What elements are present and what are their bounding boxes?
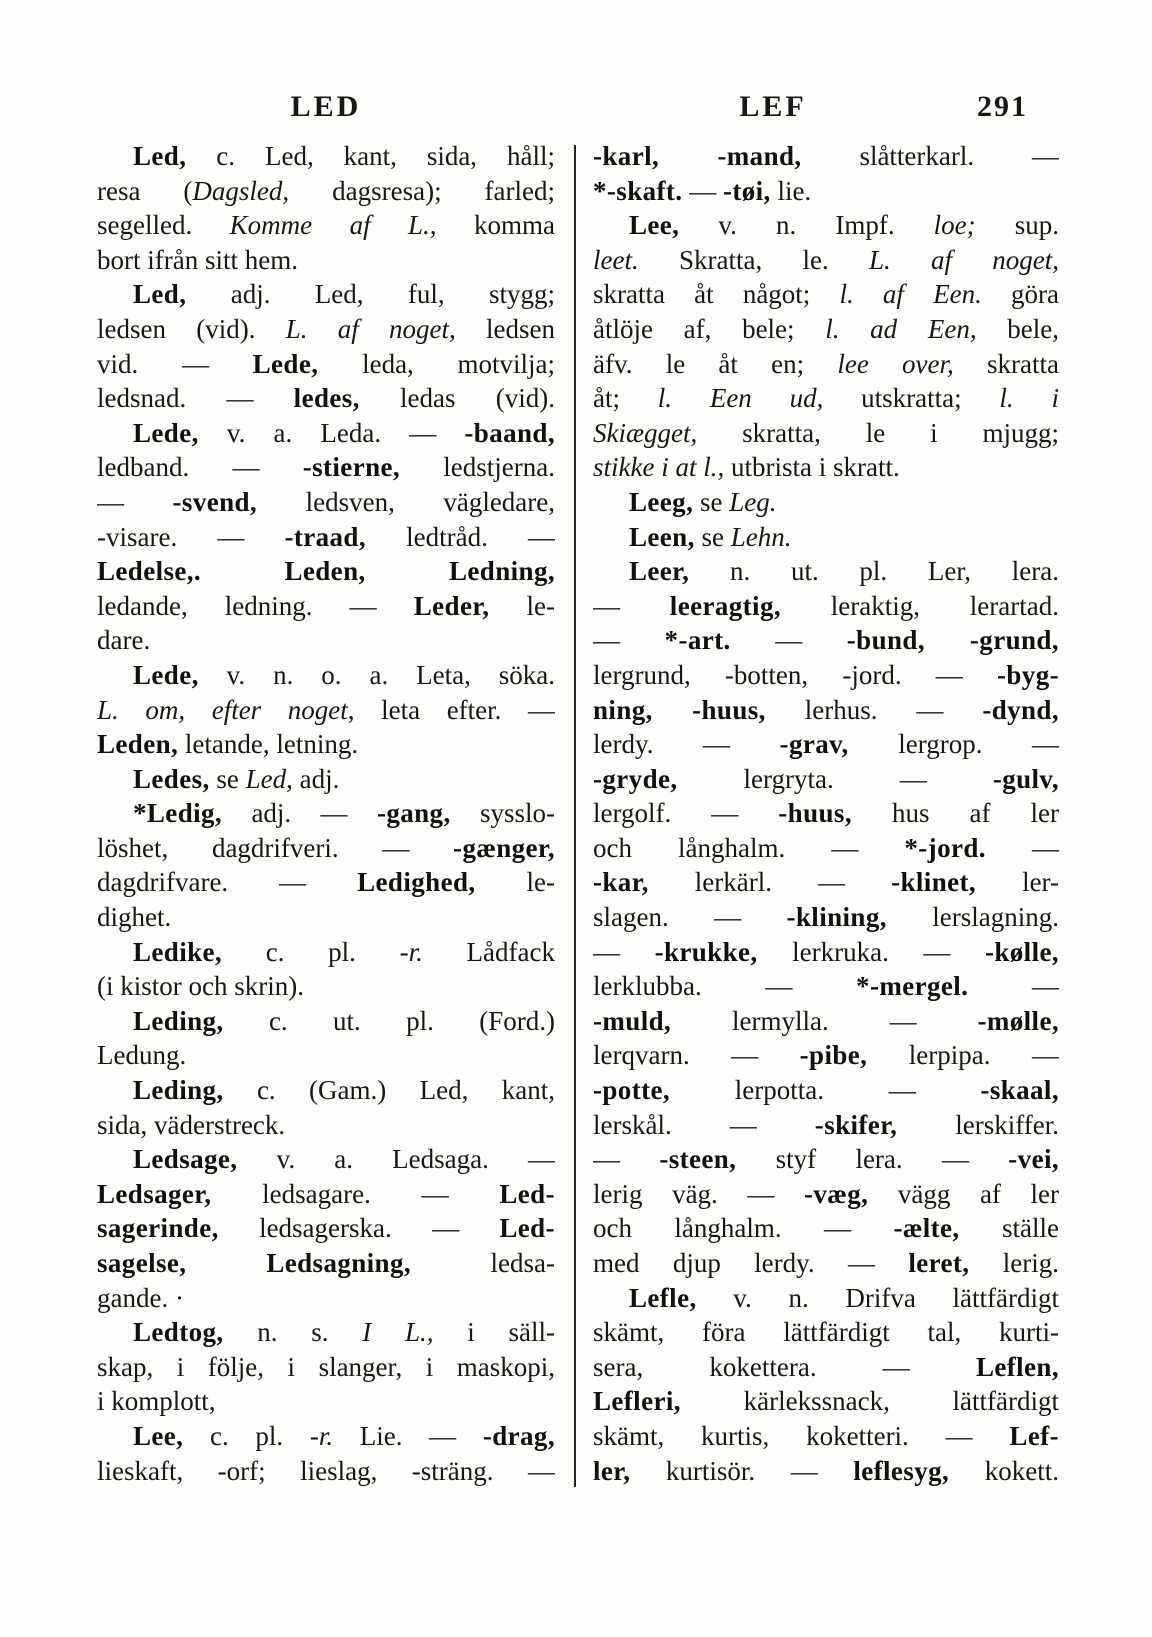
text-line (593, 1454, 1059, 1489)
text-line (97, 589, 555, 624)
text-run: -steen, (659, 1144, 737, 1175)
text-line (97, 1454, 555, 1489)
text-line (593, 347, 1059, 382)
text-run: l. i (999, 383, 1059, 414)
text-run: Ledsage, (133, 1144, 238, 1175)
text-run: L. af noget, (285, 313, 456, 344)
text-run: le- (475, 867, 555, 898)
text-run: -byg- (997, 659, 1059, 690)
text-run: -dynd, (982, 694, 1059, 725)
text-run: Lie. — (333, 1420, 483, 1451)
text-run: ställe (959, 1213, 1059, 1244)
text-run: leret, (908, 1248, 970, 1278)
text-run: v. a. Leda. — (198, 417, 465, 448)
text-line (593, 969, 1059, 1004)
text-line (97, 208, 555, 243)
text-run: -gænger, (453, 832, 555, 863)
text-line (97, 520, 555, 555)
text-run: *-mergel. (856, 971, 969, 1002)
text-line (97, 243, 555, 278)
text-run: -skifer, (814, 1109, 898, 1140)
text-run: adj. (292, 763, 340, 794)
text-run: slåtterkarl. — (801, 141, 1059, 171)
text-run: -væg, (804, 1178, 869, 1209)
text-run: ning, -huus, (593, 694, 766, 725)
text-run: l. af Een. (839, 279, 982, 310)
text-run: *-jord. (904, 832, 986, 863)
text-run: lergryta. — (677, 763, 993, 794)
text-run: adj. Led, ful, stygg; (186, 279, 555, 310)
text-run: lerpipa. — (867, 1040, 1059, 1071)
text-run: -muld, (593, 1005, 672, 1036)
text-run: -tøi, (722, 175, 771, 206)
text-run: Leden, Ledning, (201, 556, 555, 587)
text-run: Lehn. (730, 521, 792, 552)
text-line (97, 381, 555, 416)
text-run: i säll- (433, 1317, 555, 1348)
text-line (593, 1211, 1059, 1246)
text-line (97, 312, 555, 347)
text-run: skämt, kurtis, koketteri. — (593, 1420, 1010, 1451)
text-run: sida, väderstreck. (97, 1109, 286, 1140)
text-run: *-art. (664, 625, 731, 656)
text-line (97, 935, 555, 970)
text-run: skratta (953, 348, 1059, 379)
text-line (97, 1073, 555, 1108)
text-line (97, 900, 555, 935)
text-run: se (693, 486, 730, 517)
text-run: Leen, (629, 521, 695, 552)
text-run: -drag, (482, 1420, 555, 1451)
column-divider (574, 145, 576, 1487)
text-run: ledes, (293, 383, 360, 414)
text-run: Ledighed, (357, 867, 476, 898)
text-run: lerskiffer. (897, 1109, 1059, 1140)
text-run: lergrund, -botten, -jord. — (593, 659, 997, 690)
text-run: Leer, (629, 556, 690, 587)
text-run: Lede, (133, 659, 199, 690)
text-run: lerkruka. — (757, 936, 985, 967)
text-run: ledstjerna. (400, 452, 555, 483)
text-run: Led- (499, 1213, 555, 1244)
text-run: loe; (933, 210, 976, 241)
text-run: Lede, (133, 417, 199, 448)
text-run: vid. — (97, 348, 253, 379)
text-run: — (593, 936, 655, 967)
text-line (593, 1038, 1059, 1073)
text-run: skap, i följe, i slanger, i maskopi, (97, 1351, 555, 1382)
text-run: -klinet, (891, 867, 977, 898)
text-line (593, 1073, 1059, 1108)
text-line (593, 416, 1059, 451)
text-run: -krukke, (654, 936, 758, 967)
text-run: ledsagare. — (211, 1178, 500, 1209)
text-line (97, 1142, 555, 1177)
text-line (593, 900, 1059, 935)
text-run: göra (981, 279, 1059, 310)
text-run: med djup lerdy. — (593, 1248, 909, 1278)
text-line (97, 1177, 555, 1212)
text-run: -traad, (284, 521, 367, 552)
text-line (97, 796, 555, 831)
text-line (97, 347, 555, 382)
text-run: c. pl. (183, 1420, 310, 1451)
text-run: ledsnad. — (97, 383, 294, 414)
text-run: och långhalm. — (593, 1213, 894, 1244)
text-line (593, 935, 1059, 970)
text-line (97, 1384, 555, 1419)
text-run: sagelse, Ledsagning, (97, 1248, 412, 1278)
text-run: *-skaft. (593, 175, 683, 206)
text-run: vägg af ler (868, 1178, 1059, 1209)
text-run: bort ifrån sitt hem. (97, 244, 298, 275)
text-run: Skratta, le. (638, 244, 869, 275)
text-run: åtlöje af, bele; (593, 313, 826, 344)
text-run: v. n. Impf. (679, 210, 934, 241)
text-run: skämt, föra lättfärdigt tal, kurti- (593, 1317, 1059, 1348)
text-run: — (682, 175, 723, 206)
text-run: -svend, (172, 486, 258, 517)
text-run: dagsresa); farled; (289, 175, 555, 206)
text-run: lerhus. — (765, 694, 983, 725)
text-line (97, 416, 555, 451)
text-run: -stierne, (302, 452, 401, 483)
text-run: utskratta; (823, 383, 1000, 414)
text-line (97, 1419, 555, 1454)
text-run: sysslo- (450, 798, 555, 829)
text-run: stikke i at l., (593, 452, 725, 483)
text-run: -gang, (376, 798, 451, 829)
text-line (97, 1281, 555, 1316)
text-run: äfv. le åt en; (593, 348, 838, 379)
text-line (97, 485, 555, 520)
text-run: letande, letning. (178, 729, 359, 760)
text-line (97, 1038, 555, 1073)
text-run: bele, (976, 313, 1059, 344)
text-run: hus af ler (851, 798, 1059, 829)
text-run: -vei, (1008, 1144, 1059, 1175)
text-run: L. om, efter noget, (97, 694, 355, 725)
right-column (593, 139, 1059, 1488)
text-line (593, 312, 1059, 347)
text-run: resa ( (97, 175, 193, 206)
text-run: gande. · (97, 1282, 184, 1313)
text-line (97, 658, 555, 693)
text-run: lermylla. — (671, 1005, 978, 1036)
text-line (97, 762, 555, 797)
text-run: utbrista i skratt. (724, 452, 900, 483)
text-line (593, 1350, 1059, 1385)
text-run: Lede, (252, 348, 319, 379)
text-line (97, 1246, 555, 1281)
text-run: -mølle, (977, 1005, 1059, 1036)
text-line (593, 243, 1059, 278)
text-run: ledsagerska. — (218, 1213, 500, 1244)
text-line (593, 831, 1059, 866)
text-run: Lefleri, (593, 1386, 681, 1417)
text-run: -ælte, (893, 1213, 960, 1244)
text-line (593, 450, 1059, 485)
text-run: n. s. (223, 1317, 363, 1348)
text-run: -karl, -mand, (593, 141, 802, 171)
text-line (593, 1246, 1059, 1281)
text-run: — (985, 832, 1059, 863)
text-run: leeragtig, (669, 590, 781, 621)
text-run: lerig. (969, 1248, 1059, 1278)
text-run: -baand, (464, 417, 555, 448)
text-run: sup. (975, 210, 1059, 241)
text-run: lerskål. — (593, 1109, 815, 1140)
text-run: Leeg, (629, 486, 694, 517)
text-run: kokett. (949, 1455, 1059, 1486)
text-run: L. af noget, (868, 244, 1059, 275)
text-run: leraktig, lerartad. (781, 590, 1059, 621)
text-line (97, 693, 555, 728)
text-run: lie. (770, 175, 812, 206)
text-run: Komme af L., (229, 210, 437, 241)
text-run: Lefle, (629, 1282, 697, 1313)
text-line (593, 381, 1059, 416)
text-line (593, 1177, 1059, 1212)
text-run: se (209, 763, 246, 794)
text-run: -pibe, (799, 1040, 868, 1071)
text-run: sera, kokettera. — (593, 1351, 976, 1382)
text-line (97, 450, 555, 485)
text-run: dare. (97, 625, 151, 656)
text-run: lergrop. — (848, 729, 1059, 760)
text-run: Led, (133, 141, 187, 171)
text-run: lerqvarn. — (593, 1040, 800, 1071)
text-run: -kar, (593, 867, 649, 898)
left-column (97, 139, 555, 1488)
text-line (593, 1281, 1059, 1316)
text-run: ledband. — (97, 452, 303, 483)
text-line (97, 1108, 555, 1143)
text-line (593, 623, 1059, 658)
text-run: leet. (593, 244, 639, 275)
text-line (593, 139, 1059, 174)
text-run: sagerinde, (97, 1213, 219, 1244)
text-run: -skaal, (980, 1075, 1059, 1106)
text-run: kärlekssnack, lättfärdigt (680, 1386, 1059, 1417)
page-number: 291 (977, 90, 1028, 123)
text-run: lerdy. — (593, 729, 780, 760)
text-run: skratta åt något; (593, 279, 840, 310)
text-run: v. n. Drifva lättfärdigt (696, 1282, 1059, 1313)
text-run: l. Een ud, (657, 383, 824, 414)
text-run: lergolf. — (593, 798, 779, 829)
text-line (593, 1315, 1059, 1350)
text-run: (i kistor och skrin). (97, 971, 304, 1002)
text-line (97, 969, 555, 1004)
text-run: leflesyg, (853, 1455, 950, 1486)
text-run: adj. — (222, 798, 377, 829)
text-run: ledsen (455, 313, 555, 344)
text-line (97, 554, 555, 589)
text-run: Ledsager, (97, 1178, 212, 1209)
text-run: -visare. — (97, 521, 285, 552)
text-line (593, 727, 1059, 762)
text-run: Lee, (133, 1420, 184, 1451)
text-run: Lee, (629, 210, 680, 241)
text-run: Leding, (133, 1075, 224, 1106)
text-run: Leding, (133, 1005, 224, 1036)
text-run: lerpotta. — (670, 1075, 981, 1106)
text-run: dighet. (97, 902, 172, 933)
text-run: ledsa- (411, 1248, 555, 1278)
text-run: Ledtog, (133, 1317, 224, 1348)
text-run: I L., (362, 1317, 434, 1348)
text-run: — (730, 625, 847, 656)
text-run: — (968, 971, 1059, 1002)
text-run: Ledes, (133, 763, 210, 794)
text-run: l. ad Een, (825, 313, 977, 344)
text-run: Dagsled, (192, 175, 290, 206)
text-run: Lef- (1009, 1420, 1059, 1451)
text-run: ledande, ledning. — (97, 590, 414, 621)
header-keyword-left: LED (290, 90, 362, 123)
text-run: Led, (133, 279, 187, 310)
text-line (593, 589, 1059, 624)
text-run: -bund, -grund, (846, 625, 1059, 656)
text-run: se (694, 521, 731, 552)
text-line (97, 1350, 555, 1385)
text-run: -r. (399, 936, 423, 967)
text-run: komma (436, 210, 555, 241)
text-line (593, 658, 1059, 693)
text-run: Leder, (413, 590, 490, 621)
text-line (97, 1004, 555, 1039)
text-run: Lådfack (422, 936, 555, 967)
text-run: ledtråd. — (366, 521, 555, 552)
text-run: lieskaft, -orf; lieslag, -sträng. — (97, 1455, 555, 1486)
text-run: leta efter. — (354, 694, 555, 725)
text-line (593, 520, 1059, 555)
text-run: lee over, (837, 348, 954, 379)
text-run: skratta, le i mjugg; (697, 417, 1059, 448)
text-run: ledsen (vid). (97, 313, 286, 344)
text-line (593, 485, 1059, 520)
text-run: lerkärl. — (648, 867, 892, 898)
text-run: Leden, (97, 729, 179, 760)
text-run: Skiægget, (593, 417, 698, 448)
text-run: segelled. (97, 210, 230, 241)
text-run: dagdrifvare. — (97, 867, 358, 898)
text-line (97, 831, 555, 866)
text-run: c. pl. (222, 936, 400, 967)
text-line (593, 1004, 1059, 1039)
text-run: kurtisör. — (630, 1455, 854, 1486)
text-line (97, 865, 555, 900)
text-run: -klining, (786, 902, 887, 933)
text-line (593, 277, 1059, 312)
text-line (593, 1142, 1059, 1177)
header-keyword-right: LEF (739, 90, 807, 123)
text-run: Led, (245, 763, 293, 794)
text-run: -gryde, (593, 763, 678, 794)
text-line (97, 277, 555, 312)
text-line (593, 1384, 1059, 1419)
text-line (593, 1108, 1059, 1143)
text-line (593, 762, 1059, 797)
text-run: c. ut. pl. (Ford.) (223, 1005, 555, 1036)
text-line (593, 174, 1059, 209)
text-run: styf lera. — (736, 1144, 1009, 1175)
text-block (97, 0, 1058, 1637)
text-run: ledsven, vägledare, (257, 486, 555, 517)
text-run: -potte, (593, 1075, 671, 1106)
text-run: — (97, 486, 173, 517)
text-line (593, 554, 1059, 589)
text-run: v. a. Ledsaga. — (237, 1144, 555, 1175)
text-run: Ledelse,. (97, 556, 202, 587)
text-run: c. Led, kant, sida, håll; (186, 141, 555, 171)
text-run: och långhalm. — (593, 832, 905, 863)
text-line (97, 727, 555, 762)
text-run: Ledung. (97, 1040, 187, 1071)
text-run: -kølle, (984, 936, 1059, 967)
text-run: — (593, 590, 670, 621)
text-run: ler- (976, 867, 1059, 898)
text-run: leda, motvilja; (318, 348, 555, 379)
text-line (97, 139, 555, 174)
text-run: Leflen, (975, 1351, 1059, 1382)
text-run: Led- (499, 1178, 555, 1209)
text-run: ledas (vid). (359, 383, 555, 414)
text-run: -gulv, (992, 763, 1059, 794)
text-run: åt; (593, 383, 658, 414)
text-line (97, 174, 555, 209)
text-run: — (593, 1144, 660, 1175)
text-run: v. n. o. a. Leta, söka. (198, 659, 555, 690)
text-line (593, 693, 1059, 728)
text-run: löshet, dagdrifveri. — (97, 832, 454, 863)
text-run: n. ut. pl. Ler, lera. (689, 556, 1059, 587)
text-run: -grav, (779, 729, 849, 760)
text-line (593, 865, 1059, 900)
running-head (97, 91, 1058, 127)
text-line (593, 208, 1059, 243)
text-run: le- (489, 590, 555, 621)
text-run: Leg. (729, 486, 777, 517)
text-run: ler, (593, 1455, 631, 1486)
text-run: lerig väg. — (593, 1178, 805, 1209)
text-run: *Ledig, (133, 798, 223, 829)
text-run: — (593, 625, 665, 656)
text-run: -huus, (778, 798, 852, 829)
text-run: Ledike, (133, 936, 223, 967)
text-line (593, 796, 1059, 831)
text-run: lerklubba. — (593, 971, 857, 1002)
text-line (97, 1211, 555, 1246)
text-run: -r. (309, 1420, 334, 1451)
text-run: c. (Gam.) Led, kant, (223, 1075, 555, 1106)
text-line (97, 1315, 555, 1350)
text-line (593, 1419, 1059, 1454)
text-line (97, 623, 555, 658)
text-run: lerslagning. (886, 902, 1059, 933)
text-run: i komplott, (97, 1386, 216, 1417)
text-run: slagen. — (593, 902, 787, 933)
